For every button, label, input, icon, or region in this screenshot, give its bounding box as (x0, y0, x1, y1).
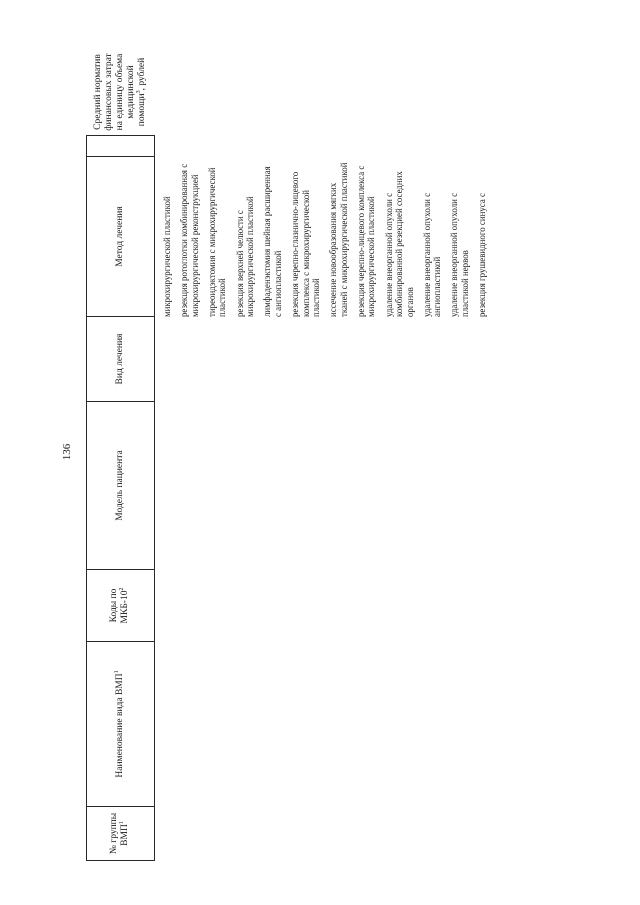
header-divider (154, 135, 155, 861)
header-treatment-method: Метод лечения (114, 206, 125, 267)
list-item: удаление внеорганной опухоли с пластикой нервов (449, 192, 470, 317)
list-item: резекция ротоглотки комбинированная с микрохирургической реконструкцией (179, 163, 200, 317)
page-number: 136 (61, 443, 73, 461)
column-border (86, 860, 155, 861)
list-item: микрохирургической пластикой (162, 196, 172, 317)
header-icd-codes: Коды по МКБ-$10^2$ (109, 587, 130, 624)
header-vmp-name: Наименование вида ВМП$^1$ (113, 670, 125, 778)
list-item: удаление внеорганной опухоли с ангиопластикой (421, 192, 443, 317)
list-item: лимфаденэктомия шейная расширенная с ангиопластикой (262, 166, 283, 317)
list-item: тиреоидэктомия с микрохирургической пластикой (206, 167, 228, 317)
list-item: иссечение новообразования мягких тканей с микрохирургической пластикой (328, 162, 349, 317)
list-item: резекция черепно-глазнично-лицевого комплекса с микрохирургической пластикой (290, 171, 321, 317)
list-item: резекция черепно-лицевого комплекса с микрохирургической пластикой (355, 165, 377, 317)
treatment-method-list (162, 157, 494, 317)
list-item: резекция верхней челюсти с микрохирургической пластикой (234, 196, 256, 317)
data-table (86, 53, 569, 861)
list-item: удаление внеорганной опухоли с комбинированной резекцией соседних органов (383, 171, 415, 317)
header-patient-model: Модель пациента (114, 450, 125, 521)
list-item: резекция грушевидного синуса с (477, 193, 488, 317)
column-border (86, 135, 155, 136)
header-group-number: № группы ВМП$^1$ (109, 812, 130, 855)
header-treatment-type: Вид лечения (114, 333, 125, 385)
header-average-cost: Средний норматив финансовых затрат на единицу объема медицинской помощи$^3$, рублей (92, 53, 147, 131)
